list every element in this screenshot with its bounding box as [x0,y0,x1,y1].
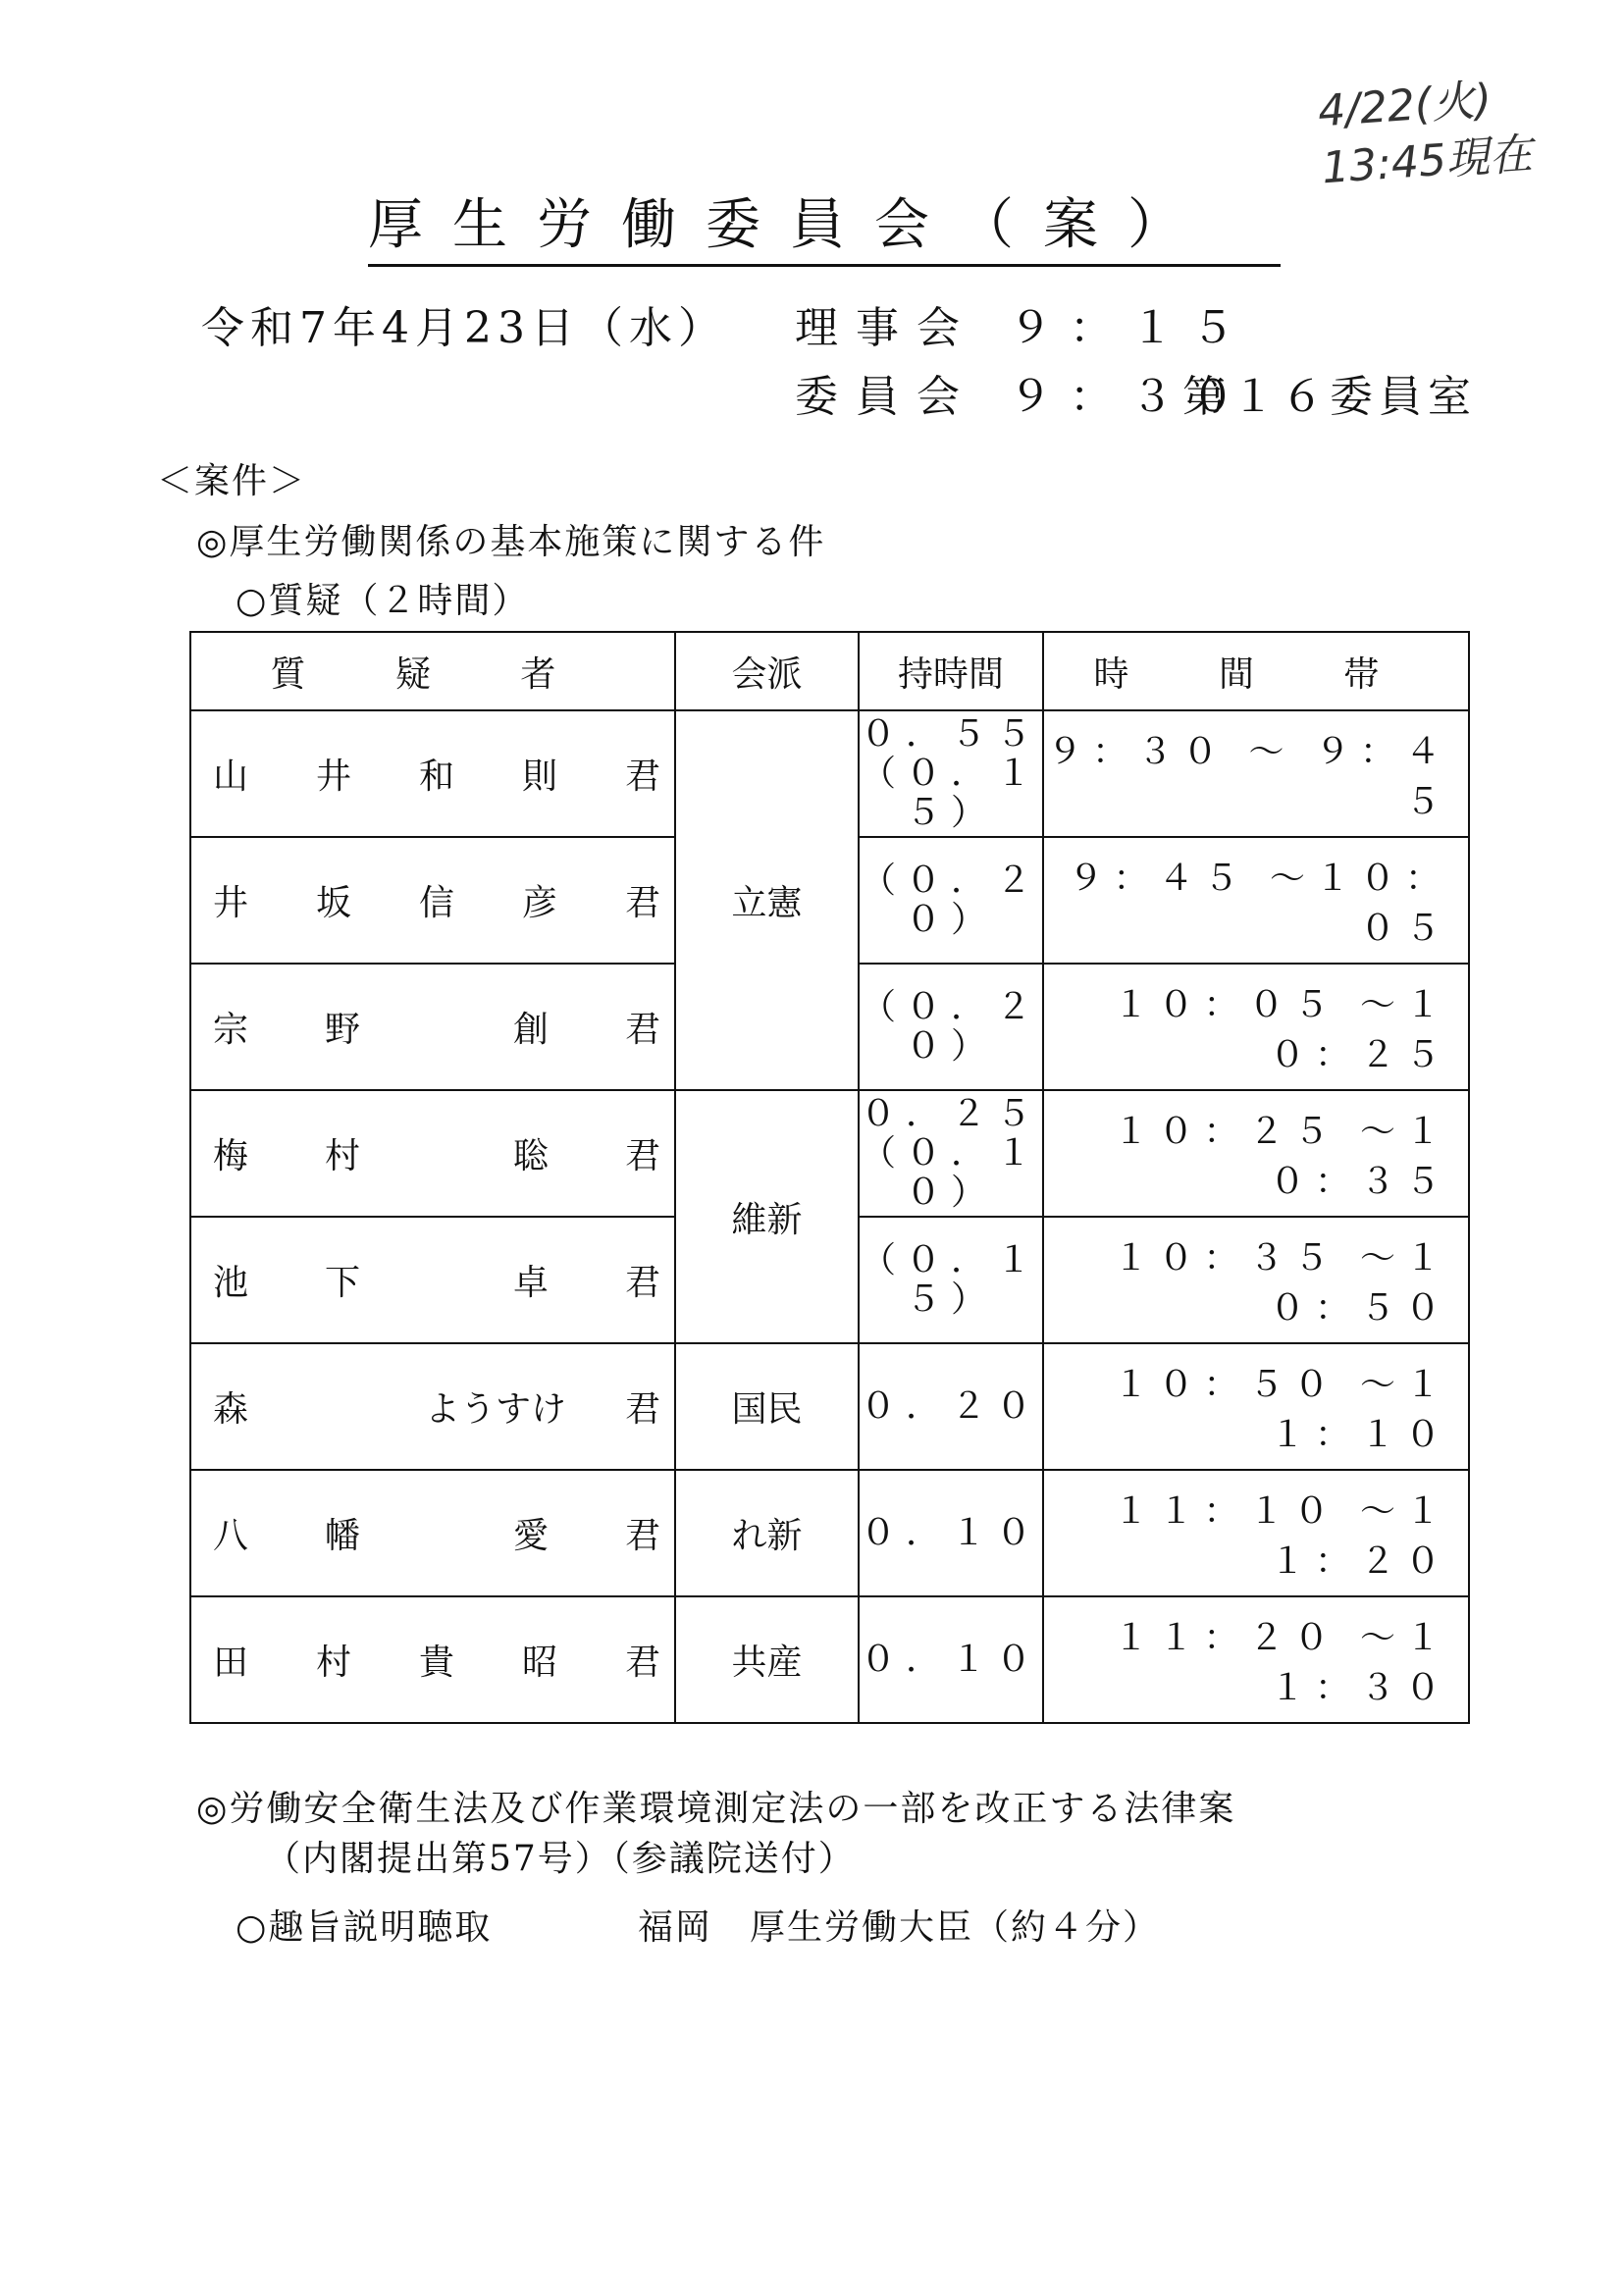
allotted-time: ０．１０ [859,1596,1043,1723]
name-part: ようすけ [424,1389,566,1430]
name-part: 彦 [521,883,557,923]
name-part: 池 [213,1263,249,1303]
time-range: １０：２５ ～１０：３５ [1043,1090,1469,1217]
time-range: ９：３０ ～ ９：４５ [1043,710,1469,837]
table-row [190,1343,1469,1470]
allotted-time-sub: （０．１５） [860,753,1041,833]
name-part: 八 [213,1516,249,1556]
allotted-time: （０．２０） [859,964,1043,1090]
page-title: 厚生労働委員会（案） [368,182,1281,267]
name-part: 君 [624,1389,660,1430]
section-label: ＜案件＞ [157,461,307,501]
name-part: 則 [521,757,557,797]
table-row [190,1470,1469,1596]
header-questioner: 質 疑 者 [190,632,675,710]
header-party: 会派 [675,632,859,710]
name-part: 井 [213,883,249,923]
questioner-name [190,1470,675,1596]
name-part: 宗 [213,1010,249,1050]
name-part: 田 [213,1643,249,1683]
name-part: 昭 [521,1643,557,1683]
questioner-name [190,837,675,964]
header-time-slot: 時 間 帯 [1043,632,1469,710]
questioner-name [190,1217,675,1343]
header-allotted-time: 持時間 [859,632,1043,710]
party-cell: 維新 [675,1090,859,1343]
questioner-name [190,1596,675,1723]
table-header-row [190,632,1469,710]
allotted-time-sub: （０．１０） [860,1132,1041,1213]
agenda-item-2-explanation-label: ○趣旨説明聴取 [236,1907,493,1948]
name-part: 野 [325,1010,361,1050]
time-range: １０：５０ ～１１：１０ [1043,1343,1469,1470]
questioner-name [190,964,675,1090]
name-part: 森 [213,1389,249,1430]
name-part: 創 [512,1010,549,1050]
agenda-item-2-explanation-detail: 福岡 厚生労働大臣（約４分） [638,1907,1161,1948]
time-range: １１：１０ ～１１：２０ [1043,1470,1469,1596]
board-meeting-time: 理事会 ９：１５ [795,303,1252,353]
name-part: 村 [325,1136,361,1176]
time-range: ９：４５ ～１０：０５ [1043,837,1469,964]
party-cell: れ新 [675,1470,859,1596]
allotted-time [859,710,1043,837]
handwritten-date: 4/22(火) [1316,75,1493,137]
name-part: 卓 [512,1263,549,1303]
party-cell: 共産 [675,1596,859,1723]
agenda-item-1-title: ◎厚生労働関係の基本施策に関する件 [196,522,826,562]
allotted-time-main: ０．５５ [860,713,1041,755]
name-part: 君 [624,1516,660,1556]
name-part: 君 [624,757,660,797]
name-part: 梅 [213,1136,249,1176]
table-row [190,1090,1469,1217]
questioner-name [190,1090,675,1217]
allotted-time-main: ０．２５ [860,1093,1041,1134]
name-part: 村 [315,1643,351,1683]
name-part: 貴 [418,1643,454,1683]
name-part: 信 [418,883,454,923]
name-part: 聡 [512,1136,549,1176]
name-part: 和 [418,757,454,797]
name-part: 下 [325,1263,361,1303]
agenda-item-1-sub: ○質疑（２時間） [236,581,530,621]
time-range: １０：０５ ～１０：２５ [1043,964,1469,1090]
name-part: 君 [624,1136,660,1176]
name-part: 君 [624,1010,660,1050]
allotted-time: （０．２０） [859,837,1043,964]
name-part: 坂 [315,883,351,923]
handwritten-note [1316,70,1534,198]
allotted-time: ０．１０ [859,1470,1043,1596]
name-part: 君 [624,883,660,923]
allotted-time: （０．１５） [859,1217,1043,1343]
committee-room: 第１６委員室 [1182,372,1477,422]
handwritten-time: 13:45現在 [1320,129,1535,194]
time-range: １０：３５ ～１０：５０ [1043,1217,1469,1343]
time-range: １１：２０ ～１１：３０ [1043,1596,1469,1723]
name-part: 君 [624,1643,660,1683]
questioner-name [190,1343,675,1470]
allotted-time: ０．２０ [859,1343,1043,1470]
table-row [190,1596,1469,1723]
party-cell: 立憲 [675,710,859,1090]
name-part: 愛 [512,1516,549,1556]
name-part: 山 [213,757,249,797]
committee-time: 委員会 ９：３０ [795,372,1252,422]
table-row [190,710,1469,837]
questioner-table [189,631,1470,1724]
agenda-item-2-title: ◎労働安全衛生法及び作業環境測定法の一部を改正する法律案 [196,1789,1236,1829]
party-cell: 国民 [675,1343,859,1470]
questioner-name [190,710,675,837]
name-part: 幡 [325,1516,361,1556]
name-part: 君 [624,1263,660,1303]
name-part: 井 [315,757,351,797]
meeting-date: 令和7年4月23日（水） [201,303,727,353]
agenda-item-2-sub: （内閣提出第57号）（参議院送付） [265,1839,856,1879]
allotted-time [859,1090,1043,1217]
